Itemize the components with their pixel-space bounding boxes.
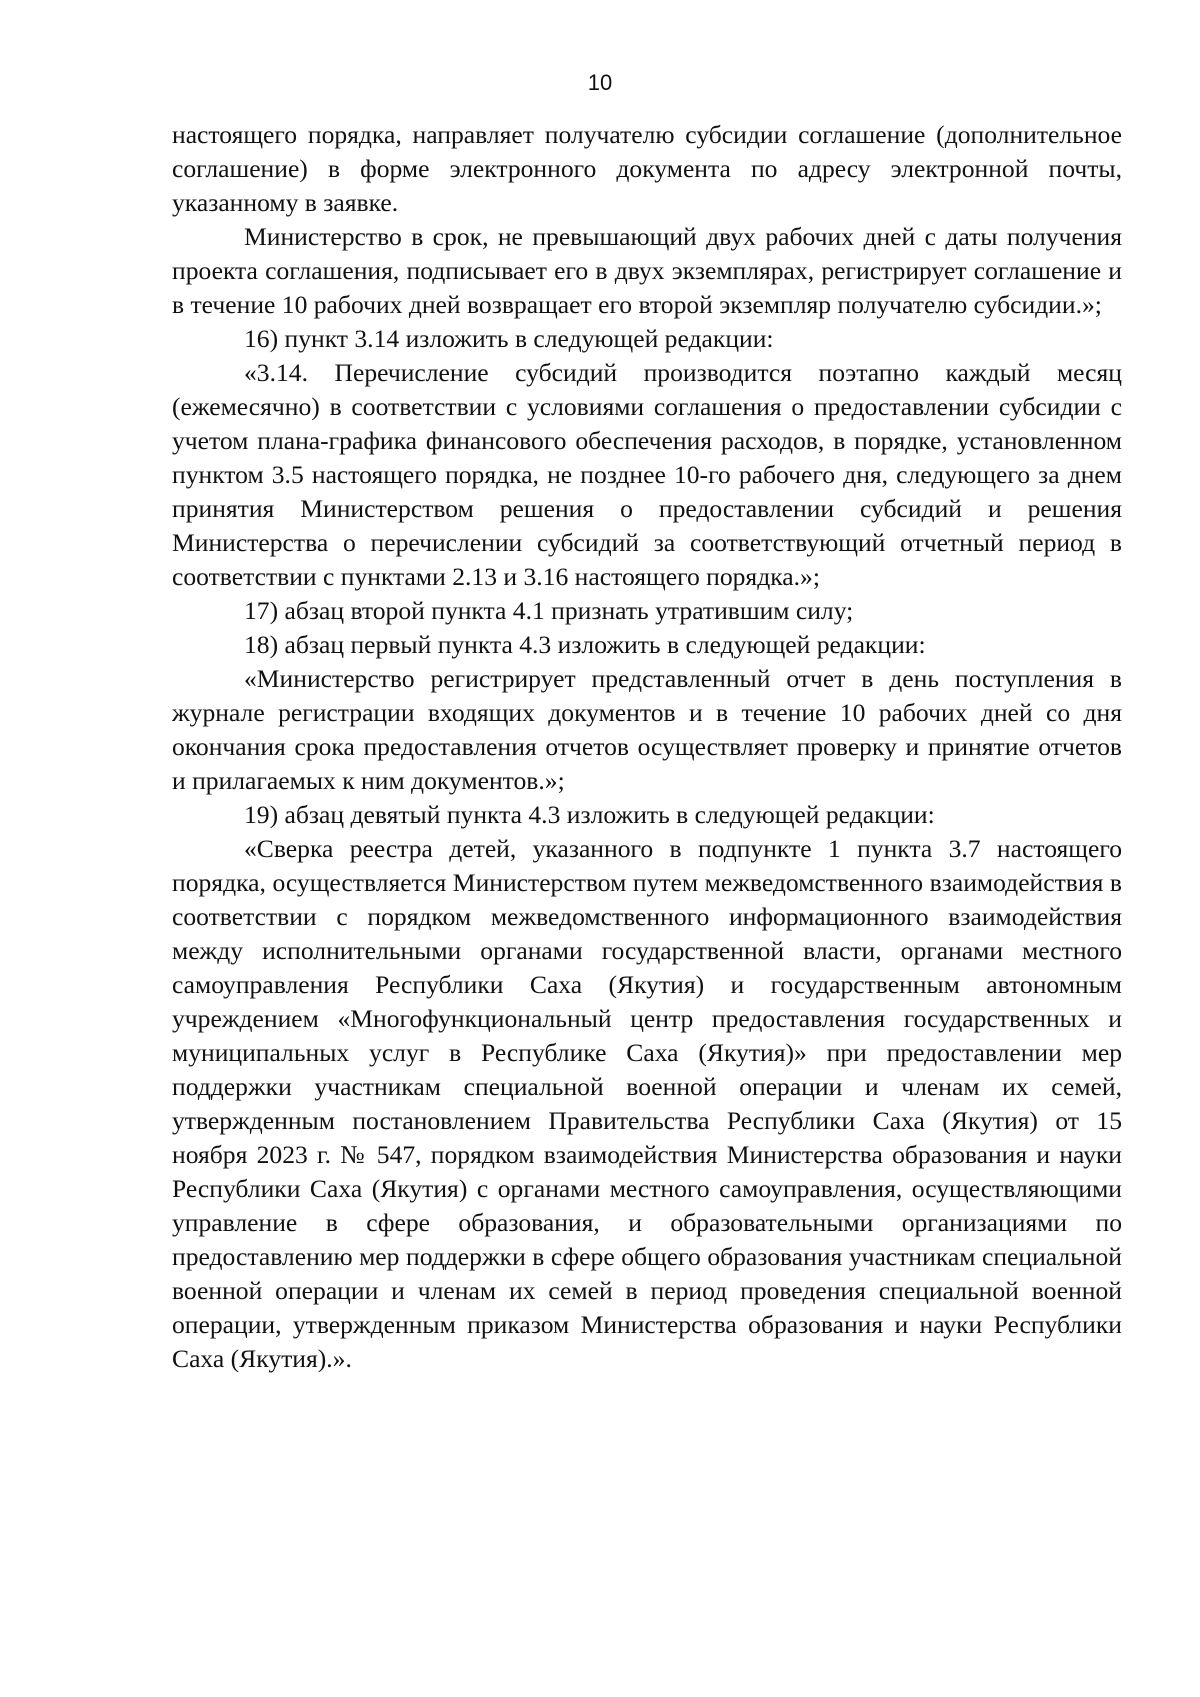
paragraph-ministry-signing: Министерство в срок, не превышающий двух рабочих дней с даты получения проекта соглашения, подписывает его в двух экземплярах, регистрирует соглашение и в течение 10 рабочих дней возвращает его второй экземпляр получателю субсидии.»; (172, 222, 1122, 319)
page-number: 10 (587, 70, 613, 95)
document-body (172, 118, 1122, 1376)
paragraph-continuation: настоящего порядка, направляет получателю субсидии соглашение (дополнительное соглашение) в форме электронного документа по адресу электронной почты, указанному в заявке. (172, 120, 1122, 217)
paragraph-registry-check: «Сверка реестра детей, указанного в подпункте 1 пункта 3.7 настоящего порядка, осуществляется Министерством путем межведомственного взаимодействия в соответствии с порядком межведомственного информационного взаимодействия между исполнительными органами государственной власти, органами местного самоуправления Республики Саха (Якутия) и государственным автономным учреждением «Многофункциональный центр предоставления государственных и муниципальных услуг в Республике Саха (Якутия)» при предоставлении мер поддержки участникам специальной военной операции и членам их семей, утвержденным постановлением Правительства Республики Саха (Якутия) от 15 ноября 2023 г. № 547, порядком взаимодействия Министерства образования и науки Республики Саха (Якутия) с органами местного самоуправления, осуществляющими управление в сфере образования, и образовательными организациями по предоставлению мер поддержки в сфере общего образования участникам специальной военной операции и членам их семей в период проведения специальной военной операции, утвержденным приказом Министерства образования и науки Республики Саха (Якутия).». (172, 834, 1122, 1373)
paragraph-item-17: 17) абзац второй пункта 4.1 признать утратившим силу; (244, 596, 854, 625)
paragraph-item-16: 16) пункт 3.14 изложить в следующей редакции: (244, 324, 774, 353)
paragraph-item-18: 18) абзац первый пункта 4.3 изложить в следующей редакции: (244, 630, 926, 659)
paragraph-item-19: 19) абзац девятый пункта 4.3 изложить в следующей редакции: (244, 800, 935, 829)
paragraph-report-registration: «Министерство регистрирует представленный отчет в день поступления в журнале регистрации входящих документов и в течение 10 рабочих дней со дня окончания срока предоставления отчетов осуществляет проверку и принятие отчетов и прилагаемых к ним документов.»; (172, 664, 1122, 795)
paragraph-clause-3-14: «3.14. Перечисление субсидий производится поэтапно каждый месяц (ежемесячно) в соответствии с условиями соглашения о предоставлении субсидии с учетом плана-графика финансового обеспечения расходов, в порядке, установленном пунктом 3.5 настоящего порядка, не позднее 10-го рабочего дня, следующего за днем принятия Министерством решения о предоставлении субсидий и решения Министерства о перечислении субсидий за соответствующий отчетный период в соответствии с пунктами 2.13 и 3.16 настоящего порядка.»; (172, 358, 1122, 591)
